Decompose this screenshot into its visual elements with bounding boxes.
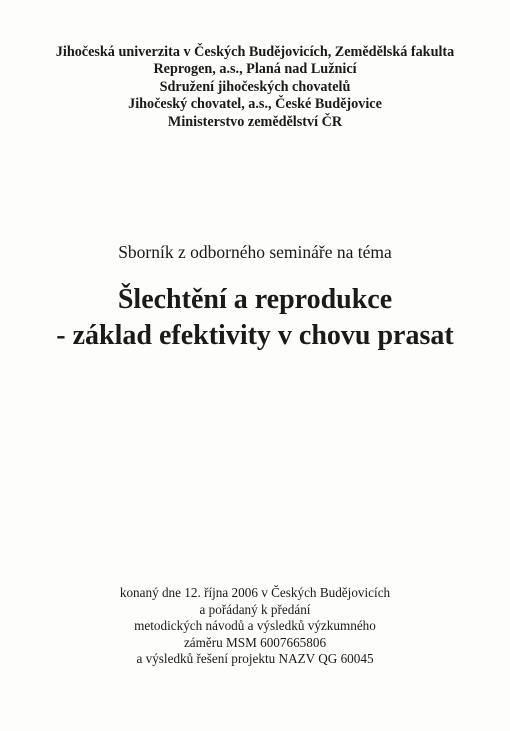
details-line: metodických návodů a výsledků výzkumného <box>134 618 376 634</box>
title-line: Šlechtění a reprodukce <box>117 284 393 315</box>
organizer-line: Jihočeská univerzita v Českých Budějovicích, Zemědělská fakulta <box>55 44 455 60</box>
details-line: záměru MSM 6007665806 <box>183 634 327 650</box>
details-line: konaný dne 12. října 2006 v Českých Budějovicích <box>119 585 391 600</box>
event-details <box>0 585 510 668</box>
organizer-line: Sdružení jihočeských chovatelů <box>159 78 351 95</box>
title-line: - základ efektivity v chovu prasat <box>56 320 454 351</box>
organizer-line: Ministerstvo zemědělství ČR <box>167 113 343 130</box>
organizer-line: Jihočeský chovatel, a.s., České Budějovice <box>128 96 382 113</box>
organizer-line: Reprogen, a.s., Planá nad Lužnicí <box>153 61 357 78</box>
page-title <box>0 282 510 354</box>
details-line: a pořádaný k předání <box>199 601 311 617</box>
details-line: a výsledků řešení projektu NAZV QG 60045 <box>136 651 374 667</box>
organizers-block <box>0 44 510 131</box>
subtitle: Sborník z odborného semináře na téma <box>118 242 392 262</box>
